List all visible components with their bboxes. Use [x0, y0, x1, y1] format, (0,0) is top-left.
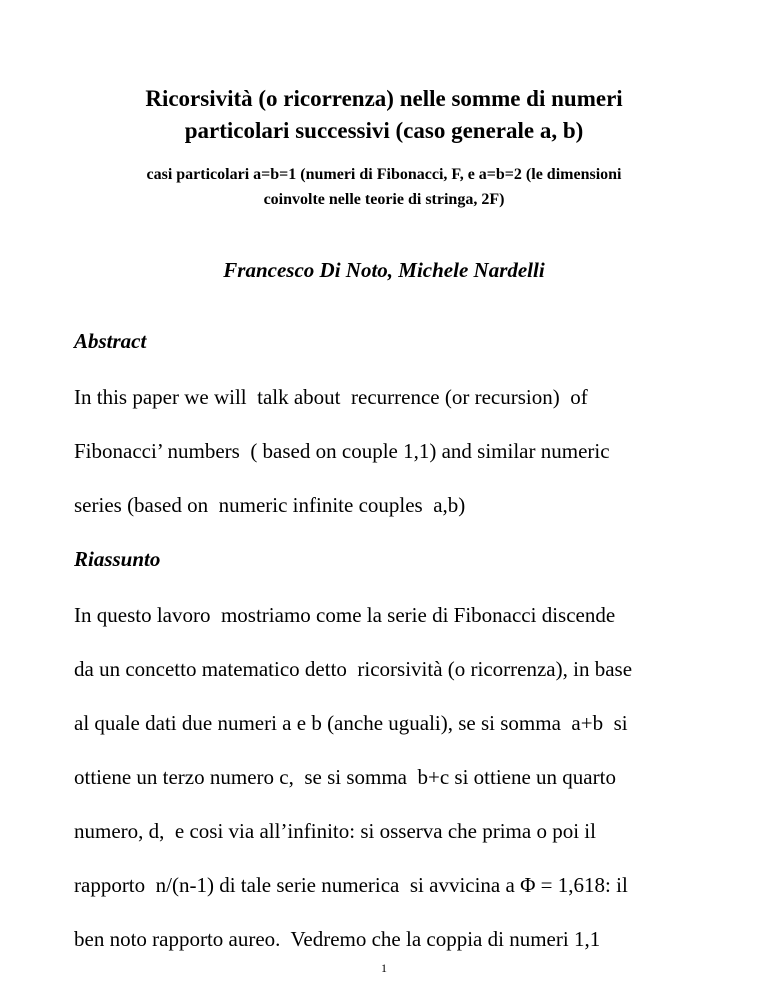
- paper-subtitle: [0, 162, 768, 212]
- riassunto-text: [74, 601, 734, 979]
- riassunto-line: In questo lavoro mostriamo come la serie di Fibonacci discende: [74, 603, 616, 627]
- abstract-text: [74, 383, 734, 545]
- paper-title-line: particolari successivi (caso generale a, b): [184, 118, 584, 143]
- riassunto-heading: Riassunto: [74, 547, 161, 571]
- riassunto-line: rapporto n/(n-1) di tale serie numerica si avvicina a Φ = 1,618: il: [74, 873, 628, 897]
- abstract-line: Fibonacci’ numbers ( based on couple 1,1) and similar numeric: [74, 439, 610, 463]
- riassunto-line: al quale dati due numeri a e b (anche uguali), se si somma a+b si: [74, 711, 628, 735]
- paper-subtitle-line: coinvolte nelle teorie di stringa, 2F): [263, 191, 505, 208]
- paper-title-line: Ricorsività (o ricorrenza) nelle somme di numeri: [145, 86, 623, 111]
- authors: Francesco Di Noto, Michele Nardelli: [223, 258, 545, 282]
- abstract-line: series (based on numeric infinite couples a,b): [74, 493, 466, 517]
- paper-title: [0, 83, 768, 147]
- riassunto-line: ben noto rapporto aureo. Vedremo che la coppia di numeri 1,1: [74, 927, 601, 951]
- riassunto-line: ottiene un terzo numero c, se si somma b+c si ottiene un quarto: [74, 765, 616, 789]
- abstract-line: In this paper we will talk about recurrence (or recursion) of: [74, 385, 588, 409]
- abstract-heading: Abstract: [74, 329, 147, 353]
- riassunto-line: da un concetto matematico detto ricorsività (o ricorrenza), in base: [74, 657, 633, 681]
- paper-subtitle-line: casi particolari a=b=1 (numeri di Fibonacci, F, e a=b=2 (le dimensioni: [146, 166, 622, 183]
- page-number: 1: [381, 961, 387, 975]
- riassunto-line: numero, d, e cosi via all’infinito: si osserva che prima o poi il: [74, 819, 596, 843]
